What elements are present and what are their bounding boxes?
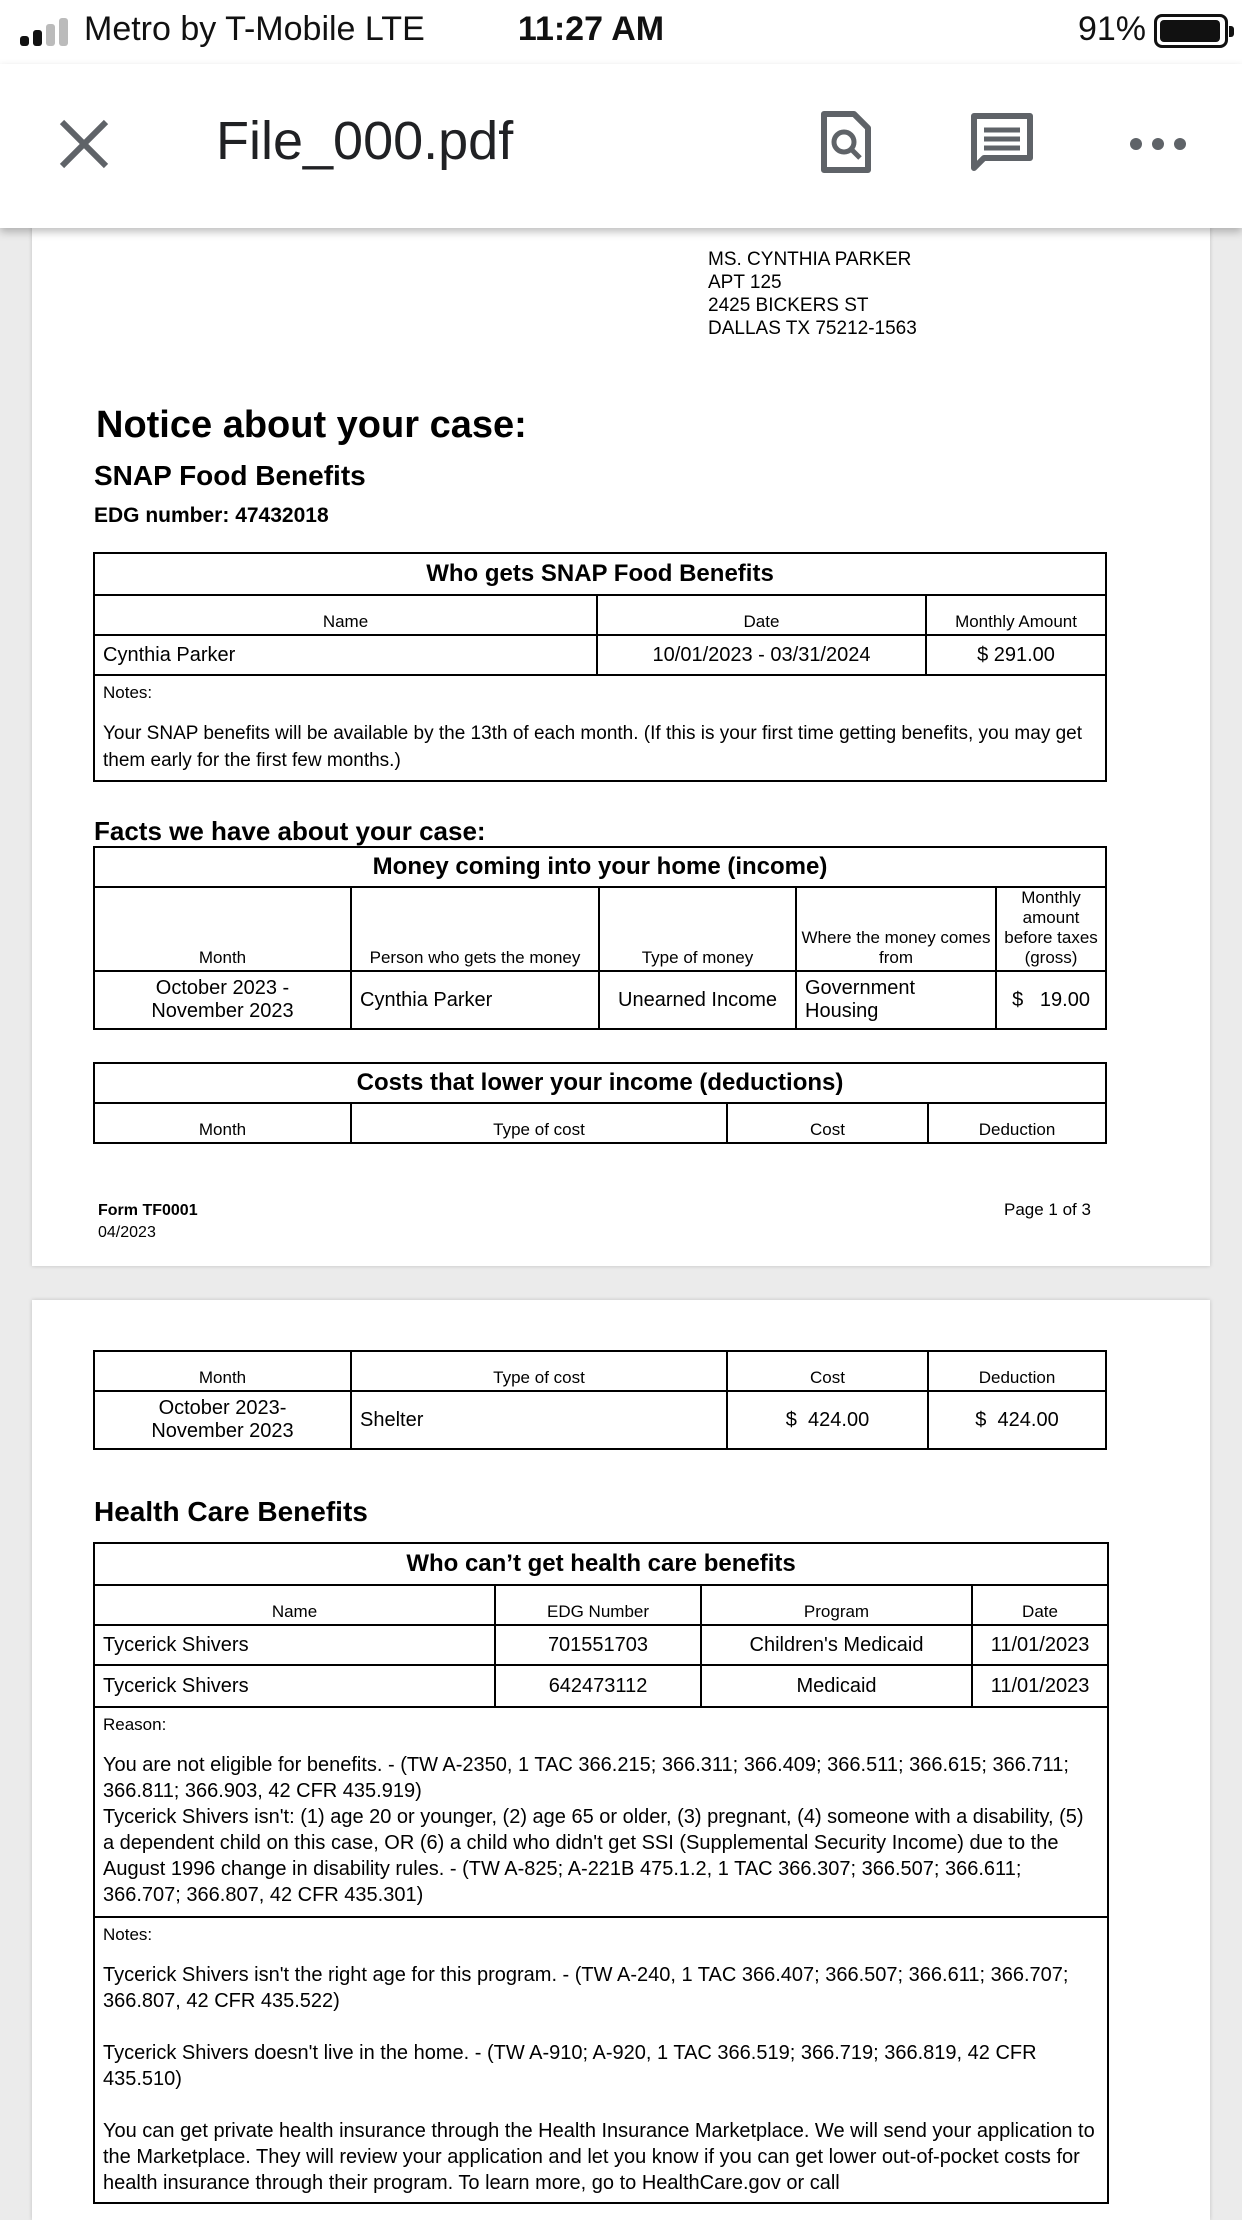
column-header: Deduction [928, 1103, 1106, 1143]
table-cell: Tycerick Shivers [94, 1665, 495, 1707]
column-header: Where the money comes from [796, 887, 996, 971]
table-cell: 11/01/2023 [972, 1625, 1108, 1665]
pdf-page-1 [32, 196, 1210, 1266]
reason-text: Tycerick Shivers isn't: (1) age 20 or younger, (2) age 65 or older, (3) pregnant, (4) someone with a disability, (5) a dependent child on this case, OR (6) a child who didn't get SSI (Supplemental Security Income) due to the August 1996 change in disability rules. - (TW A-825; A-221B 475.1.2, 1 TAC 366.307; 366.507; 366.611; 366.707; 366.807, 42 CFR 435.301) [103, 1806, 1084, 1906]
more-horizontal-icon [1128, 128, 1188, 160]
table-cell: October 2023- November 2023 [94, 1391, 351, 1449]
column-header: Type of money [599, 887, 796, 971]
table-cell: Cynthia Parker [351, 971, 599, 1029]
address-line: MS. CYNTHIA PARKER [708, 249, 912, 270]
reason-text: You are not eligible for benefits. - (TW A-2350, 1 TAC 366.215; 366.311; 366.409; 366.511; 366.615; 366.711; 366.811; 366.903, 42 CFR 435.919) [103, 1754, 1069, 1802]
table-caption: Who can’t get health care benefits [94, 1543, 1108, 1585]
column-header: Monthly amount before taxes (gross) [996, 887, 1106, 971]
edg-number [94, 504, 329, 528]
deductions-table [93, 1062, 1107, 1144]
file-name: File_000.pdf [216, 111, 514, 171]
column-header: EDG Number [495, 1585, 701, 1625]
column-header: Monthly Amount [926, 595, 1106, 635]
battery-percentage: 91% [1077, 10, 1146, 48]
table-cell: $ 291.00 [926, 635, 1106, 675]
health-care-heading: Health Care Benefits [94, 1496, 368, 1527]
column-header: Program [701, 1585, 972, 1625]
find-in-document-button[interactable] [818, 108, 874, 176]
table-cell: Government Housing [796, 971, 996, 1029]
notice-title: Notice about your case: [96, 404, 527, 446]
table-cell: Medicaid [701, 1665, 972, 1707]
column-header: Month [94, 887, 351, 971]
table-cell: 10/01/2023 - 03/31/2024 [597, 635, 926, 675]
column-header: Type of cost [351, 1103, 727, 1143]
column-header: Date [972, 1585, 1108, 1625]
edg-value: 47432018 [235, 504, 329, 527]
deductions-table-continued [93, 1350, 1107, 1450]
table-row [94, 1665, 1108, 1707]
column-header: Month [94, 1103, 351, 1143]
table-caption: Costs that lower your income (deductions) [94, 1063, 1106, 1103]
column-header: Person who gets the money [351, 887, 599, 971]
form-id: Form TF0001 [98, 1202, 198, 1219]
notes-cell [94, 675, 1106, 781]
battery-icon [1154, 14, 1228, 48]
document-search-icon [818, 108, 874, 176]
column-header: Cost [727, 1351, 928, 1391]
notes-cell [94, 1917, 1108, 2203]
notes-text: Tycerick Shivers doesn't live in the home. - (TW A-910; A-920, 1 TAC 366.519; 366.719; 366.819, 42 CFR 435.510) [103, 2042, 1037, 2090]
facts-heading: Facts we have about your case: [94, 816, 486, 846]
close-button[interactable] [52, 112, 116, 176]
table-caption: Who gets SNAP Food Benefits [94, 553, 1106, 595]
more-options-button[interactable] [1128, 128, 1188, 160]
comments-button[interactable] [970, 112, 1034, 176]
table-cell: $ 424.00 [928, 1391, 1106, 1449]
table-cell: October 2023 - November 2023 [94, 971, 351, 1029]
column-header: Cost [727, 1103, 928, 1143]
column-header: Name [94, 1585, 495, 1625]
notes-text: Your SNAP benefits will be available by the 13th of each month. (If this is your first time getting benefits, you may get them early for the first few months.) [103, 723, 1083, 771]
status-bar [0, 0, 1242, 64]
address-line: DALLAS TX 75212-1563 [708, 318, 917, 339]
column-header: Deduction [928, 1351, 1106, 1391]
snap-benefits-table [93, 552, 1107, 782]
table-cell: 701551703 [495, 1625, 701, 1665]
income-table [93, 846, 1107, 1030]
close-icon [52, 112, 116, 176]
notes-label: Notes: [103, 683, 153, 702]
address-line: APT 125 [708, 272, 782, 293]
notes-label: Notes: [103, 1925, 153, 1944]
notes-text: You can get private health insurance through the Health Insurance Marketplace. We will send your application to the Marketplace. They will review your application and let you know if you can get lower out-of-pocket costs for health insurance through their program. To learn more, go to HealthCare.gov or call [103, 2120, 1095, 2194]
column-header: Name [94, 595, 597, 635]
reason-cell [94, 1707, 1108, 1917]
pdf-page-2 [32, 1300, 1210, 2220]
notes-text: Tycerick Shivers isn't the right age for this program. - (TW A-240, 1 TAC 366.407; 366.507; 366.611; 366.707; 366.807, 42 CFR 435.522) [103, 1964, 1069, 2012]
reason-label: Reason: [103, 1715, 167, 1734]
column-header: Type of cost [351, 1351, 727, 1391]
page-number: Page 1 of 3 [1004, 1200, 1091, 1219]
table-cell: 642473112 [495, 1665, 701, 1707]
column-header: Date [597, 595, 926, 635]
edg-label: EDG number: [94, 504, 230, 527]
table-cell: $ 424.00 [727, 1391, 928, 1449]
carrier-label: Metro by T-Mobile LTE [84, 10, 425, 48]
table-cell: 11/01/2023 [972, 1665, 1108, 1707]
table-cell: Tycerick Shivers [94, 1625, 495, 1665]
table-cell: Shelter [351, 1391, 727, 1449]
clock: 11:27 AM [517, 10, 665, 48]
comment-icon [970, 112, 1034, 176]
table-row [94, 1625, 1108, 1665]
column-header: Month [94, 1351, 351, 1391]
mailing-address [708, 248, 917, 340]
health-care-table [93, 1542, 1109, 2204]
table-cell: Children's Medicaid [701, 1625, 972, 1665]
table-cell: Unearned Income [599, 971, 796, 1029]
table-cell: $ 19.00 [996, 971, 1106, 1029]
snap-heading: SNAP Food Benefits [94, 460, 366, 491]
address-line: 2425 BICKERS ST [708, 295, 869, 316]
table-cell: Cynthia Parker [94, 635, 597, 675]
table-caption: Money coming into your home (income) [94, 847, 1106, 887]
form-date: 04/2023 [98, 1224, 156, 1241]
viewer-toolbar [0, 64, 1242, 228]
